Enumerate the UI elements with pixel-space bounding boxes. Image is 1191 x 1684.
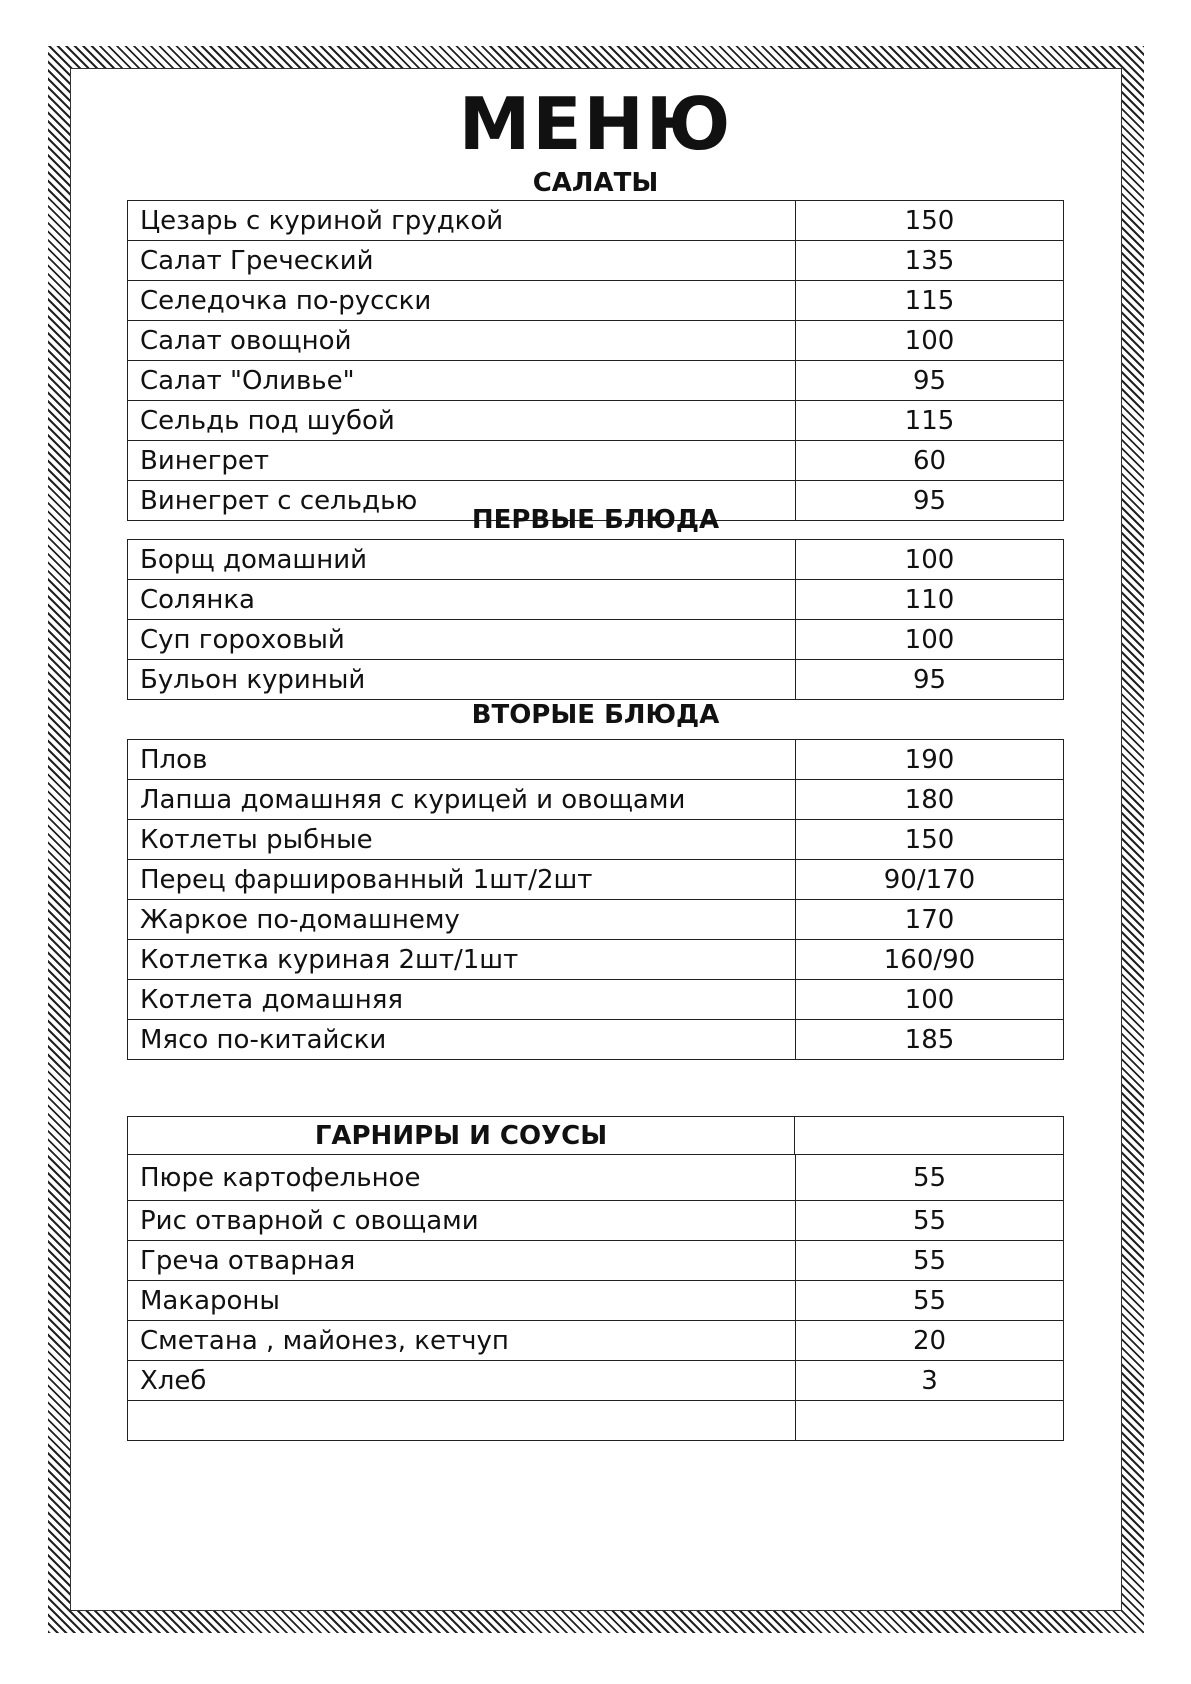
menu-item-name: Винегрет с сельдью: [128, 481, 796, 521]
menu-item-name: Хлеб: [128, 1361, 796, 1401]
menu-item-row: [128, 980, 1064, 1020]
menu-item-price: 115: [796, 401, 1064, 441]
menu-item-row: [128, 540, 1064, 580]
menu-item-price: 95: [796, 481, 1064, 521]
salads-table: [127, 200, 1064, 521]
menu-item-name: Мясо по-китайски: [128, 1020, 796, 1060]
menu-item-price: [796, 1401, 1064, 1441]
menu-item-row: [128, 660, 1064, 700]
menu-item-row: [128, 441, 1064, 481]
menu-item-row: [128, 620, 1064, 660]
menu-item-price: 3: [796, 1361, 1064, 1401]
menu-item-name: Плов: [128, 740, 796, 780]
menu-item-price: 110: [796, 580, 1064, 620]
menu-item-name: Греча отварная: [128, 1241, 796, 1281]
menu-item-row: [128, 361, 1064, 401]
column-divider: [794, 1117, 795, 1154]
menu-item-price: 135: [796, 241, 1064, 281]
menu-item-price: 100: [796, 540, 1064, 580]
menu-item-price: 190: [796, 740, 1064, 780]
menu-item-row: [128, 1281, 1064, 1321]
menu-item-row: [128, 780, 1064, 820]
menu-item-price: 150: [796, 201, 1064, 241]
menu-item-price: 60: [796, 441, 1064, 481]
menu-item-name: Жаркое по-домашнему: [128, 900, 796, 940]
menu-item-name: Лапша домашняя с курицей и овощами: [128, 780, 796, 820]
menu-item-name: Цезарь с куриной грудкой: [128, 201, 796, 241]
menu-item-row: [128, 1321, 1064, 1361]
menu-item-price: 160/90: [796, 940, 1064, 980]
menu-item-price: 100: [796, 620, 1064, 660]
menu-item-price: 95: [796, 361, 1064, 401]
menu-item-row: [128, 1201, 1064, 1241]
menu-item-price: 95: [796, 660, 1064, 700]
menu-item-name: Винегрет: [128, 441, 796, 481]
menu-item-price: 185: [796, 1020, 1064, 1060]
second-courses-table: [127, 739, 1064, 1060]
menu-item-name: Салат "Оливье": [128, 361, 796, 401]
menu-item-price: 55: [796, 1155, 1064, 1201]
menu-item-name: Котлетка куриная 2шт/1шт: [128, 940, 796, 980]
menu-item-name: Макароны: [128, 1281, 796, 1321]
menu-item-row: [128, 1155, 1064, 1201]
menu-item-price: 55: [796, 1241, 1064, 1281]
menu-item-row: [128, 321, 1064, 361]
section-heading-garnish: ГАРНИРЫ И СОУСЫ: [314, 1121, 608, 1151]
menu-item-row: [128, 860, 1064, 900]
section-heading-salads: САЛАТЫ: [532, 168, 659, 198]
menu-item-name: Суп гороховый: [128, 620, 796, 660]
menu-item-name: Салат овощной: [128, 321, 796, 361]
menu-item-name: [128, 1401, 796, 1441]
first-courses-table: [127, 539, 1064, 700]
menu-item-name: Солянка: [128, 580, 796, 620]
menu-item-row: [128, 1020, 1064, 1060]
menu-item-name: Салат Греческий: [128, 241, 796, 281]
menu-item-name: Перец фаршированный 1шт/2шт: [128, 860, 796, 900]
menu-item-row: [128, 401, 1064, 441]
menu-item-price: 115: [796, 281, 1064, 321]
menu-item-price: 170: [796, 900, 1064, 940]
menu-item-row: [128, 580, 1064, 620]
menu-item-row: [128, 940, 1064, 980]
menu-item-row: [128, 1241, 1064, 1281]
menu-item-row: [128, 1361, 1064, 1401]
menu-item-name: Рис отварной с овощами: [128, 1201, 796, 1241]
section-heading-first-courses: ПЕРВЫЕ БЛЮДА: [471, 505, 720, 535]
menu-item-price: 90/170: [796, 860, 1064, 900]
menu-item-price: 100: [796, 321, 1064, 361]
menu-item-price: 150: [796, 820, 1064, 860]
menu-item-price: 20: [796, 1321, 1064, 1361]
section-heading-row-garnish: [127, 1116, 1064, 1155]
garnish-table: [127, 1154, 1064, 1441]
menu-item-row: [128, 1401, 1064, 1441]
menu-item-row: [128, 281, 1064, 321]
menu-item-name: Селедочка по-русски: [128, 281, 796, 321]
menu-item-name: Борщ домашний: [128, 540, 796, 580]
menu-item-row: [128, 201, 1064, 241]
menu-item-price: 55: [796, 1201, 1064, 1241]
menu-item-price: 55: [796, 1281, 1064, 1321]
menu-item-row: [128, 820, 1064, 860]
menu-item-row: [128, 241, 1064, 281]
menu-title: МЕНЮ: [458, 82, 733, 166]
menu-item-name: Сметана , майонез, кетчуп: [128, 1321, 796, 1361]
menu-item-price: 100: [796, 980, 1064, 1020]
menu-item-name: Котлеты рыбные: [128, 820, 796, 860]
menu-item-row: [128, 900, 1064, 940]
menu-item-name: Сельдь под шубой: [128, 401, 796, 441]
menu-item-row: [128, 740, 1064, 780]
menu-item-name: Пюре картофельное: [128, 1155, 796, 1201]
section-heading-second-courses: ВТОРЫЕ БЛЮДА: [471, 700, 720, 730]
menu-item-price: 180: [796, 780, 1064, 820]
menu-item-name: Бульон куриный: [128, 660, 796, 700]
menu-item-name: Котлета домашняя: [128, 980, 796, 1020]
